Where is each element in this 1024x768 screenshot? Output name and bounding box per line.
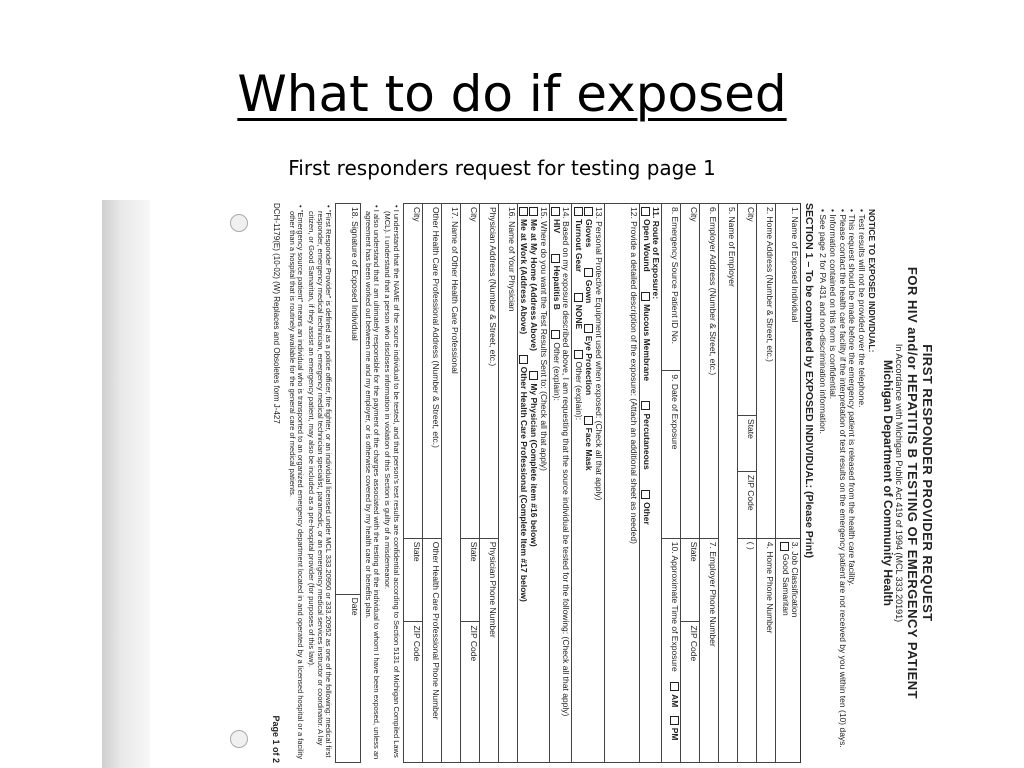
field-employer-name[interactable]: 5. Name of Employer [727,207,738,287]
field-other-hcp-phone[interactable]: Other Health Care Professional Phone Number [430,541,441,720]
form-title: FIRST RESPONDER PROVIDER REQUEST [920,344,935,622]
checkbox-me-home[interactable] [529,207,538,216]
form-department: Michigan Department of Community Health [880,359,895,607]
field-physician-zip[interactable]: ZIP Code [468,625,479,662]
field-employer-phone[interactable]: 7. Employer Phone Number [708,541,719,647]
field-signature-date[interactable]: Date [350,597,361,616]
checkbox-none[interactable] [574,293,583,302]
form-footer [271,203,281,763]
field-source-patient-id[interactable]: 8. Emergency Source Patient ID No. [662,204,680,371]
checkbox-turnout-gear[interactable] [574,207,583,216]
checkbox-mucous-membrane[interactable] [641,292,650,301]
field-results-destination: 15. Where do you want the Test Results Sent to: (Check all that apply) Me at My Home (Address Above) My Physician (Complete item #16 below) Me at Work (Address Above) Other Health Care Professional (Complete Item #17 below) [519,207,549,602]
rotated-form [164,203,934,763]
signature-grid [335,203,361,763]
checkbox-my-physician[interactable] [529,371,538,380]
field-other-hcp-state[interactable]: State [404,539,422,623]
section-heading: SECTION 1 – To be completed by EXPOSED INDIVIDUAL: (Please Print) [800,203,815,763]
field-employer-address[interactable]: 6. Employer Address (Number & Street, etc.) [700,204,718,539]
field-exposure-description[interactable]: 12. Provide a detailed description of the exposure: (Attach an additional sheet as needed) [628,207,639,544]
notice-item: • Please contact the health care facility if the interpretation of test results on the emergency patient are not received by you within ten (10) days. [837,209,848,748]
definition: • "Emergency source patient" means an individual who is transported to an organized emergency department located in and operated by a licensed hospital or a facility other than a hospital that is routinely available for the general care of medical patients. [287,205,306,760]
form-subtitle: FOR HIV and/or HEPATITIS B TESTING OF EMERGENCY PATIENT [905,266,921,700]
field-other-hcp-zip[interactable]: ZIP Code [411,625,422,662]
form-number: DCH-1179(E) (10-02) (W) Replaces and Obsoletes form J-427 [272,203,282,424]
checkbox-me-work[interactable] [519,207,528,216]
checkbox-face-mask[interactable] [584,416,593,425]
field-home-phone[interactable]: 4. Home Phone Number [765,541,776,634]
scanned-form-image [102,200,935,768]
field-other-hcp-name[interactable]: 17. Name of Other Health Care Professional [449,207,460,374]
field-job-classification[interactable]: 3. Job Classification Good Samaritan [780,541,801,618]
checkbox-hepatitis-b[interactable] [551,254,560,263]
notice-heading: NOTICE TO EXPOSED INDIVIDUAL: [866,209,877,353]
field-physician-phone[interactable]: Physician Phone Number [487,541,498,638]
checkbox-gown[interactable] [584,268,593,277]
definitions-block [287,203,332,763]
field-state[interactable]: State [738,416,756,472]
notice-item: • See page 2 for PA 431 and non-discrimination information. [818,209,829,434]
checkbox-am[interactable] [670,682,679,691]
checkbox-percutaneous[interactable] [641,401,650,410]
page-number: Page 1 of 2 [271,715,282,763]
checkbox-other-ppe[interactable] [574,350,583,359]
field-physician-address[interactable]: Physician Address (Number & Street, etc.) [480,204,498,539]
field-physician-name[interactable]: 16. Name of Your Physician [506,207,517,312]
field-ppe: 13. Personal Protective Equipment used when exposed: (Check all that apply) Gloves Gown Eye Protection Face Mask Turnout Gear NONE Other (explain): [574,207,604,501]
definition: • "First Responder Provider" is defined as a police officer, fire fighter, or an individual licensed under MCL 333.20950 or 333.20952 as one of the following: medical first responder, emergency medical technician, emergency medical technician specialist, paramedic, or an emergency medical services instructor or coordinator. A lay citizen, or Good Samaritan, if they assist an emergency patient, may also be included as a pre-hospital provider (for purposes of this law). [306,205,334,758]
field-signature[interactable]: 18. Signature of Exposed Individual [336,204,360,595]
scan-shadow-edge [102,200,150,768]
form-grid [403,203,801,763]
field-other-hcp-city[interactable]: City [404,204,422,539]
checkbox-other-route[interactable] [641,490,650,499]
field-employer-zip[interactable]: ZIP Code [689,625,700,662]
checkbox-good-samaritan[interactable] [780,542,789,551]
checkbox-eye-protection[interactable] [584,324,593,333]
form-law-reference: In Accordance with Michigan Public Act 419 of 1994 (MCL 333.20191) [894,343,905,623]
field-time-of-exposure[interactable]: 10. Approximate Time of Exposure AM PM [670,541,681,741]
field-date-of-exposure[interactable]: 9. Date of Exposure [662,371,680,538]
notice-item: • Information contained on this form is confidential. [827,209,838,400]
field-physician-city[interactable]: City [461,204,479,539]
field-employer-city[interactable]: City [681,204,699,539]
notice-item: • This request should be made before the emergency patient is released from the health care facility. [847,209,858,586]
checkbox-other-hcp[interactable] [519,355,528,364]
field-test-request: 14. Based on my exposure described above, I am requesting that the source individual be tested for the following: (Check all that apply) HIV Hepatitis B Other (explain): [551,207,572,717]
notice-block [817,209,876,763]
checkbox-other-test[interactable] [551,330,560,339]
slide-subtitle: First responders request for testing page 1 [288,156,716,180]
statements-block [363,203,400,763]
checkbox-gloves[interactable] [584,207,593,216]
checkbox-open-wound[interactable] [641,207,650,216]
field-exposed-name[interactable]: 1. Name of Exposed Individual [776,204,800,539]
field-home-address[interactable]: 2. Home Address (Number & Street, etc.) [757,204,775,539]
statement: • I understand that the NAME of the source individual to be tested, and that person's test results are confidential according to Section 5131 of Michigan Compiled Laws (MCL). I understand that a person who discloses information in violation of this Section is guilty of a misdemeanor. [383,205,401,758]
notice-item: • Test results will not be provided over the telephone. [857,209,868,408]
checkbox-hiv[interactable] [551,207,560,216]
field-other-hcp-address[interactable]: Other Health Care Professional Address (Number & Street, etc.) [423,204,441,539]
field-employer-state[interactable]: State [681,539,699,623]
checkbox-pm[interactable] [670,716,679,725]
slide-title: What to do if exposed [237,65,787,123]
field-route-of-exposure: 11. Route of Exposure: Open Wound Mucous Membrane Percutaneous Other [641,207,662,525]
field-city[interactable]: City [738,204,756,416]
field-physician-state[interactable]: State [461,539,479,623]
field-zip[interactable]: ZIP Code [738,472,756,539]
statement: • I also understand that I am ultimately responsible for the payment of the charges associated with the testing of the individual to whom I have been exposed, unless an agreement has been worked out between me and my employer, or is otherwise covered by my health care or benefits plan. [363,205,382,760]
field-phone-paren: ( ) [746,541,757,550]
